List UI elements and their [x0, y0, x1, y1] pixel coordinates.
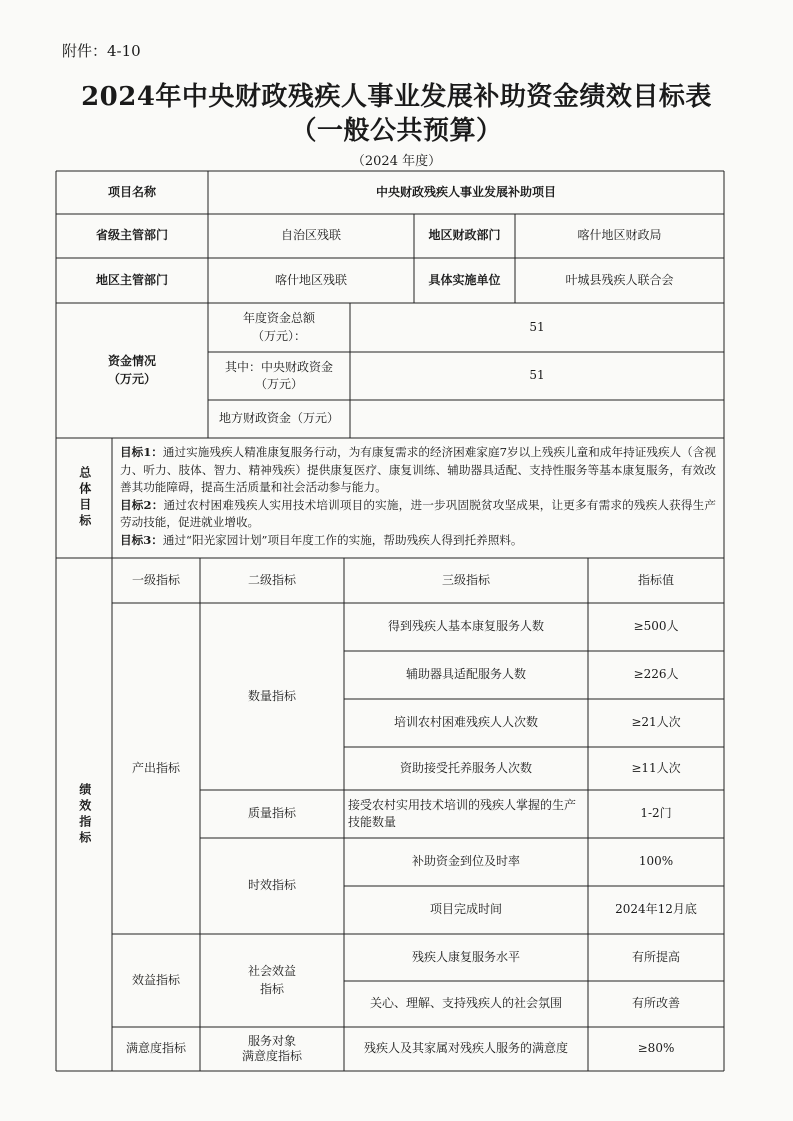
header-level1: 一级指标 — [131, 572, 180, 587]
satisfaction-indicators-label: 满意度指标 — [125, 1041, 186, 1056]
impl-unit-label: 具体实施单位 — [428, 272, 501, 287]
performance-indicators-label: 绩效指标 — [77, 782, 92, 847]
provincial-dept-value: 自治区残联 — [280, 228, 341, 243]
funds-central-label: 其中：中央财政资金 （万元） — [224, 359, 333, 391]
indicator-name: 补助资金到位及时率 — [411, 854, 520, 869]
indicator-value: ≥80% — [637, 1041, 675, 1056]
fiscal-year: （2024 年度） — [351, 154, 442, 169]
funds-local-value — [350, 400, 724, 438]
region-finance-value: 喀什地区财政局 — [577, 228, 662, 243]
goal-1-heading: 目标1： — [120, 445, 163, 459]
indicator-value: ≥500人 — [633, 619, 679, 634]
header-value: 指标值 — [637, 572, 674, 587]
region-dept-label: 地区主管部门 — [95, 272, 168, 287]
indicator-name: 辅助器具适配服务人数 — [405, 667, 526, 682]
funds-local-label: 地方财政资金（万元） — [218, 411, 339, 426]
indicator-value: ≥21人次 — [631, 715, 681, 730]
output-indicators-label: 产出指标 — [131, 760, 180, 775]
indicator-name: 培训农村困难残疾人人次数 — [393, 715, 538, 730]
provincial-dept-label: 省级主管部门 — [95, 228, 168, 243]
indicator-value: 有所提高 — [631, 949, 680, 964]
indicator-name: 残疾人及其家属对残疾人服务的满意度 — [363, 1041, 568, 1056]
indicator-name: 接受农村实用技术培训的残疾人掌握的生产技能数量 — [348, 797, 577, 829]
benefit-indicators-label: 效益指标 — [131, 972, 180, 987]
funds-total-label: 年度资金总额 （万元）： — [242, 311, 315, 343]
funds-total-value: 51 — [529, 319, 545, 334]
header-level3: 三级指标 — [441, 572, 490, 587]
indicator-value: ≥11人次 — [631, 760, 681, 775]
indicator-value: 2024年12月底 — [615, 902, 697, 917]
goal-1-text: 通过实施残疾人精准康复服务行动，为有康复需求的经济困难家庭7岁以上残疾儿童和成年持证残疾人（含视力、听力、肢体、智力、精神残疾）提供康复医疗、康复训练、辅助器具适配、支持性服务等基本康复服务，有效改善其功能障碍，提高生活质量和社会活动参与能力。 — [120, 445, 716, 494]
page-subtitle: （一般公共预算） — [290, 116, 503, 146]
indicator-value: 100% — [638, 854, 674, 869]
attachment-number: 附件：4-10 — [62, 42, 141, 60]
indicator-name: 残疾人康复服务水平 — [411, 949, 520, 964]
social-benefit-label: 社会效益 指标 — [247, 964, 296, 996]
indicator-name: 关心、理解、支持残疾人的社会氛围 — [369, 996, 562, 1011]
region-finance-label: 地区财政部门 — [428, 228, 501, 243]
funds-central-value: 51 — [529, 368, 545, 383]
goal-2-heading: 目标2： — [120, 497, 164, 512]
overall-goals-text — [114, 441, 722, 557]
indicator-value: 有所改善 — [631, 996, 680, 1011]
goal-3-text: 通过“阳光家园计划”项目年度工作的实施，帮助残疾人得到托养照料。 — [162, 532, 523, 547]
indicator-name: 资助接受托养服务人次数 — [399, 760, 532, 775]
goal-2-text: 通过农村困难残疾人实用技术培训项目的实施，进一步巩固脱贫攻坚成果，让更多有需求的残疾人获得生产劳动技能，促进就业增收。 — [120, 497, 716, 529]
indicator-value: ≥226人 — [633, 667, 679, 682]
project-name-value: 中央财政残疾人事业发展补助项目 — [375, 184, 556, 199]
quality-indicators-label: 质量指标 — [247, 806, 296, 821]
region-dept-value: 喀什地区残联 — [274, 272, 347, 287]
header-level2: 二级指标 — [247, 572, 296, 587]
indicator-name: 得到残疾人基本康复服务人数 — [387, 619, 544, 634]
overall-goals-label: 总体目标 — [77, 466, 92, 530]
service-satisfaction-label: 服务对象 满意度指标 — [241, 1034, 302, 1063]
indicator-value: 1-2门 — [640, 806, 672, 821]
indicator-name: 项目完成时间 — [429, 902, 502, 917]
page-title: 2024年中央财政残疾人事业发展补助资金绩效目标表 — [81, 82, 712, 112]
project-name-label: 项目名称 — [107, 184, 156, 199]
goal-3-heading: 目标3： — [120, 532, 163, 547]
funds-label: 资金情况 （万元） — [107, 354, 156, 386]
timeliness-indicators-label: 时效指标 — [247, 878, 296, 893]
impl-unit-value: 叶城县残疾人联合会 — [565, 272, 674, 287]
quantity-indicators-label: 数量指标 — [247, 688, 296, 703]
